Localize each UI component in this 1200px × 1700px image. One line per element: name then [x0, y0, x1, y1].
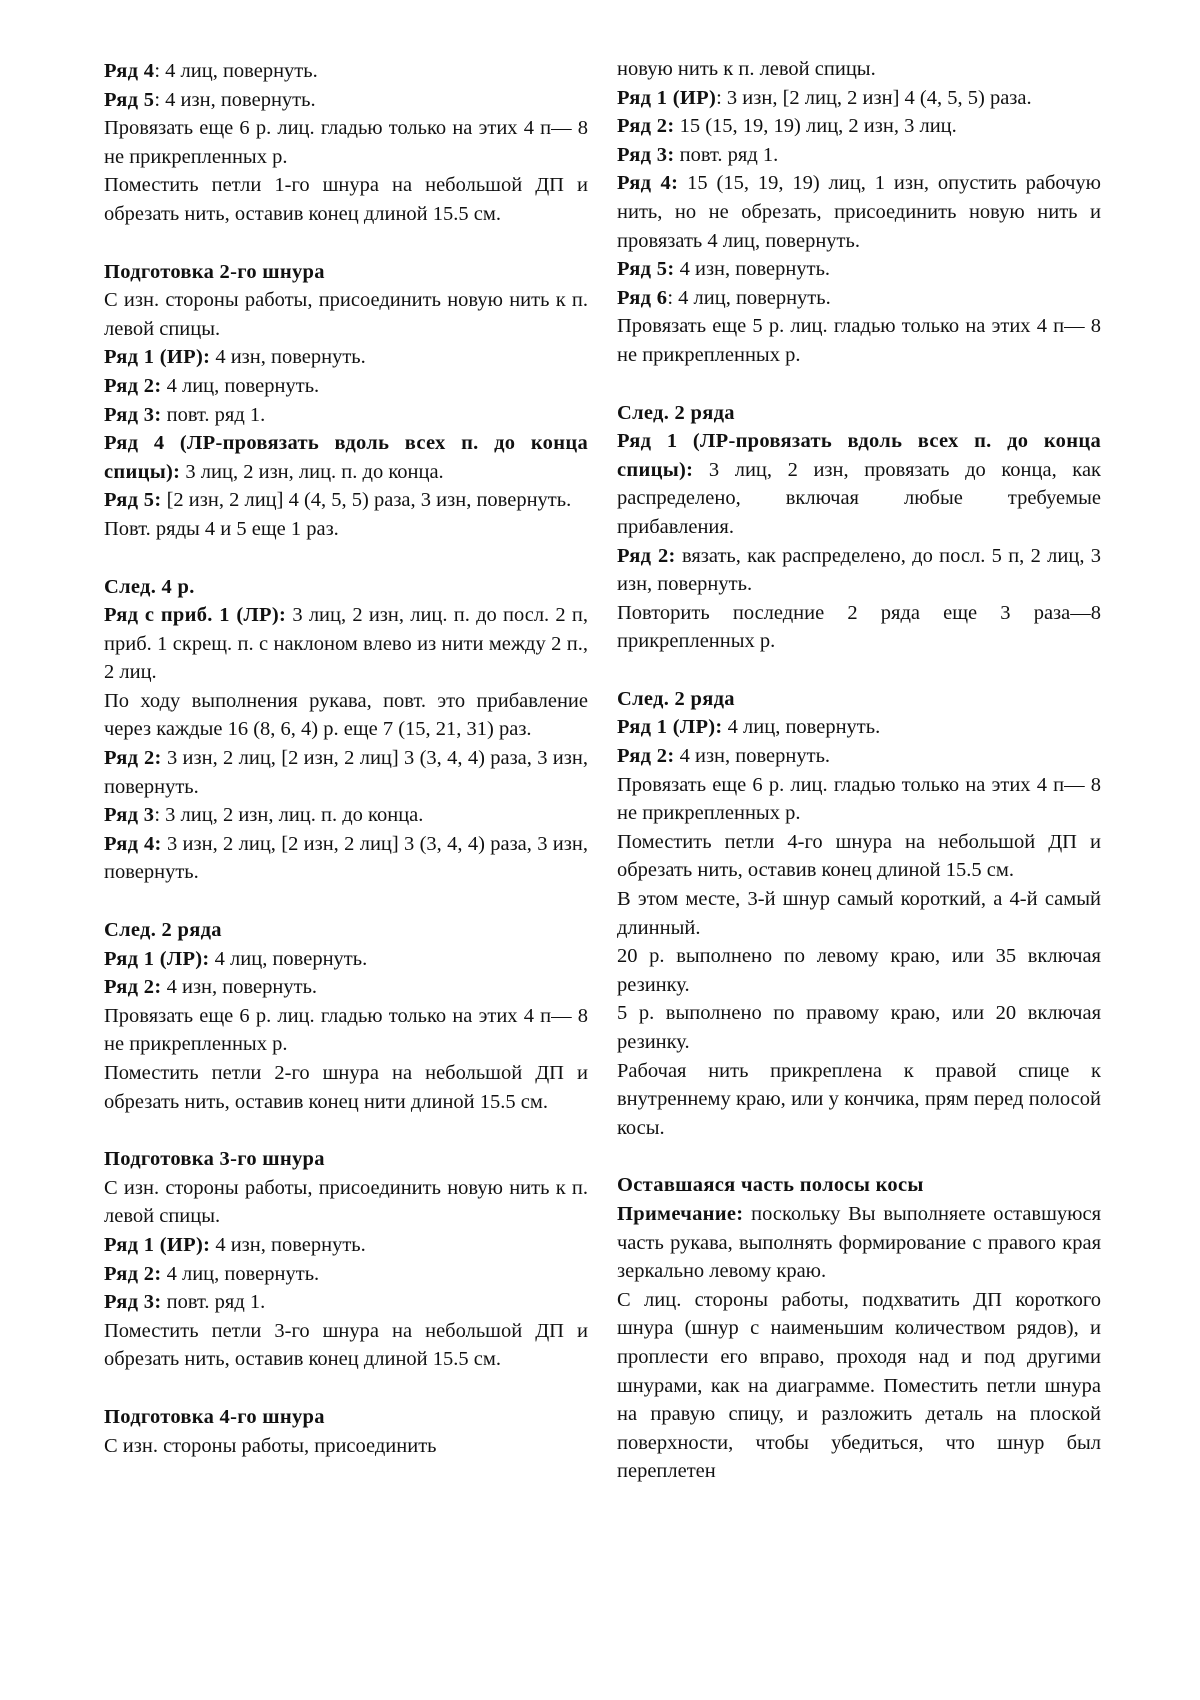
paragraph-spacer: [104, 1116, 588, 1145]
row-label: Ряд 1 (ЛР):: [617, 716, 723, 739]
row-text: Поместить петли 2-го шнура на небольшой ДП и обрезать нить, оставив конец нити длиной 15.5 см.: [104, 1062, 588, 1113]
row-label: Ряд 2:: [104, 976, 162, 999]
instruction-row: [104, 57, 588, 86]
row-text: [2 изн, 2 лиц] 4 (4, 5, 5) раза, 3 изн, повернуть.: [161, 489, 572, 512]
row-label: Ряд 1 (ЛР):: [104, 947, 210, 970]
section-heading: Оставшаяся часть полосы косы: [617, 1174, 924, 1197]
row-label: Ряд 4:: [104, 832, 162, 855]
section-heading: Подготовка 4-го шнура: [104, 1405, 325, 1428]
row-label: Ряд 1 (ИР):: [104, 1233, 211, 1256]
row-label: Ряд 2:: [104, 374, 162, 397]
paragraph: [104, 114, 588, 171]
instruction-row: [617, 713, 1101, 742]
row-label: Ряд 5: [104, 88, 155, 111]
instruction-row: [617, 255, 1101, 284]
row-text: повт. ряд 1.: [161, 1291, 266, 1314]
row-text: 4 лиц, повернуть.: [722, 716, 881, 739]
section-heading: Подготовка 2-го шнура: [104, 260, 325, 283]
row-text: повт. ряд 1.: [674, 143, 779, 166]
paragraph: [617, 999, 1101, 1056]
instruction-row: [104, 601, 588, 687]
instruction-row: [104, 372, 588, 401]
paragraph: [104, 286, 588, 343]
row-label: Ряд 1 (ИР):: [104, 346, 211, 369]
row-text: 4 лиц, повернуть.: [161, 1262, 320, 1285]
instruction-row: [617, 169, 1101, 255]
paragraph: [617, 55, 1101, 84]
instruction-row: [104, 1231, 588, 1260]
paragraph: [617, 312, 1101, 369]
paragraph-spacer: [617, 1142, 1101, 1171]
instruction-row: [617, 112, 1101, 141]
row-text: : 3 изн, [2 лиц, 2 изн] 4 (4, 5, 5) раза.: [716, 86, 1032, 109]
paragraph-spacer: [617, 370, 1101, 399]
right-column: [617, 55, 1101, 1486]
instruction-row: [104, 429, 588, 486]
row-label: Ряд 1 (ЛР-провязать вдоль всех п. до конца спицы):: [617, 430, 1101, 481]
row-text: 3 лиц, 2 изн, лиц. п. до посл. 2 п, приб. 1 скрещ. п. с наклоном влево из нити между 2 п., 2 лиц.: [104, 604, 588, 684]
instruction-row: [617, 1200, 1101, 1286]
row-text: новую нить к п. левой спицы.: [617, 58, 876, 80]
row-text: В этом месте, 3-й шнур самый короткий, а 4-й самый длинный.: [617, 888, 1101, 939]
paragraph: [104, 1317, 588, 1374]
paragraph: [617, 599, 1101, 656]
row-text: По ходу выполнения рукава, повт. это прибавление через каждые 16 (8, 6, 4) р. еще 7 (15, 21, 31) раз.: [104, 689, 588, 741]
row-label: Ряд 2:: [104, 1262, 162, 1285]
instruction-row: [104, 343, 588, 372]
instruction-row: [617, 84, 1101, 113]
paragraph: [104, 171, 588, 228]
row-label: Ряд 6: [617, 286, 668, 309]
instruction-row: [104, 86, 588, 115]
instruction-row: [104, 801, 588, 830]
instruction-row: [617, 284, 1101, 313]
paragraph: [104, 1174, 588, 1231]
row-label: Ряд 2:: [617, 544, 676, 567]
paragraph: [104, 1432, 588, 1461]
row-text: Провязать еще 6 р. лиц. гладью только на этих 4 п— 8 не прикрепленных р.: [104, 1004, 588, 1056]
row-text: Провязать еще 5 р. лиц. гладью только на этих 4 п— 8 не прикрепленных р.: [617, 315, 1101, 366]
row-text: Провязать еще 6 р. лиц. гладью только на этих 4 п— 8 не прикрепленных р.: [104, 117, 588, 168]
row-text: 4 изн, повернуть.: [674, 745, 831, 768]
row-text: 4 изн, повернуть.: [674, 258, 831, 281]
row-text: Поместить петли 3-го шнура на небольшой ДП и обрезать нить, оставив конец длиной 15.5 см.: [104, 1319, 588, 1371]
row-text: Рабочая нить прикреплена к правой спице к внутреннему краю, или у кончика, прям перед полосой косы.: [617, 1059, 1101, 1139]
left-column: [104, 57, 588, 1460]
row-text: С изн. стороны работы, присоединить новую нить к п. левой спицы.: [104, 289, 588, 340]
instruction-row: [104, 744, 588, 801]
row-text: повт. ряд 1.: [161, 403, 266, 426]
row-text: С лиц. стороны работы, подхватить ДП короткого шнура (шнур с наименьшим количеством рядов), и проплести его вправо, проходя над и под другими шнурами, как на диаграмме. Поместить петли шнура на правую спицу, и разложить деталь на плоской поверхности, чтобы убедиться, что шнур был переплетен: [617, 1288, 1101, 1483]
row-text: 3 лиц, 2 изн, провязать до конца, как распределено, включая любые требуемые прибавления.: [617, 458, 1101, 538]
instruction-row: [104, 1288, 588, 1317]
row-text: 15 (15, 19, 19) лиц, 1 изн, опустить рабочую нить, но не обрезать, присоединить новую нить и провязать 4 лиц, повернуть.: [617, 172, 1101, 252]
row-label: Ряд 2:: [617, 115, 675, 138]
row-text: 4 изн, повернуть.: [210, 346, 366, 369]
section-heading: Подготовка 3-го шнура: [104, 1148, 325, 1171]
row-text: Поместить петли 4-го шнура на небольшой ДП и обрезать нить, оставив конец длиной 15.5 см.: [617, 830, 1101, 882]
row-label: Ряд 3: [104, 804, 155, 827]
row-label: Ряд 5:: [617, 258, 675, 281]
row-text: Провязать еще 6 р. лиц. гладью только на этих 4 п— 8 не прикрепленных р.: [617, 773, 1101, 825]
section-heading: След. 2 ряда: [617, 687, 735, 710]
row-text: : 4 лиц, повернуть.: [667, 286, 831, 309]
row-label: Ряд 4:: [617, 172, 679, 195]
instruction-row: [104, 1260, 588, 1289]
paragraph: [617, 1286, 1101, 1486]
paragraph-spacer: [617, 656, 1101, 685]
instruction-row: [617, 141, 1101, 170]
row-label: Ряд 3:: [104, 403, 162, 426]
row-text: 4 изн, повернуть.: [161, 976, 318, 999]
row-label: Ряд 4: [104, 60, 155, 82]
row-label: Ряд 2:: [104, 747, 162, 770]
row-text: 20 р. выполнено по левому краю, или 35 включая резинку.: [617, 945, 1101, 996]
row-text: Повторить последние 2 ряда еще 3 раза—8 прикрепленных р.: [617, 601, 1101, 653]
row-label: Ряд 3:: [104, 1291, 162, 1314]
paragraph: [104, 1059, 588, 1116]
row-text: : 4 лиц, повернуть.: [154, 60, 318, 82]
row-text: 4 изн, повернуть.: [210, 1233, 366, 1256]
instruction-row: [104, 830, 588, 887]
row-text: : 3 лиц, 2 изн, лиц. п. до конца.: [154, 804, 424, 827]
row-text: С изн. стороны работы, присоединить: [104, 1434, 437, 1457]
paragraph-spacer: [104, 544, 588, 573]
paragraph: [104, 1002, 588, 1059]
paragraph: [617, 771, 1101, 828]
row-text: Поместить петли 1-го шнура на небольшой ДП и обрезать нить, оставив конец длиной 15.5 см.: [104, 174, 588, 225]
row-text: поскольку Вы выполняете оставшуюся часть рукава, выполнять формирование с правого края зеркально левому краю.: [617, 1202, 1101, 1283]
instruction-row: [617, 427, 1101, 541]
row-label: Примечание:: [617, 1202, 744, 1225]
row-label: Ряд 2:: [617, 745, 675, 768]
paragraph: [104, 515, 588, 544]
paragraph: [617, 885, 1101, 942]
instruction-row: [104, 973, 588, 1002]
paragraph: [617, 1057, 1101, 1143]
paragraph: [104, 687, 588, 744]
row-text: 15 (15, 19, 19) лиц, 2 изн, 3 лиц.: [674, 115, 957, 138]
row-text: вязать, как распределено, до посл. 5 п, 2 лиц, 3 изн, повернуть.: [617, 544, 1101, 596]
section-heading: След. 2 ряда: [617, 401, 735, 424]
row-text: 3 изн, 2 лиц, [2 изн, 2 лиц] 3 (3, 4, 4) раза, 3 изн, повернуть.: [104, 832, 588, 884]
paragraph-spacer: [104, 887, 588, 916]
instruction-row: [104, 401, 588, 430]
row-text: : 4 изн, повернуть.: [154, 88, 316, 111]
section-heading: След. 2 ряда: [104, 919, 222, 942]
row-label: Ряд 1 (ИР): [617, 86, 717, 109]
row-text: С изн. стороны работы, присоединить новую нить к п. левой спицы.: [104, 1176, 588, 1228]
row-text: 5 р. выполнено по правому краю, или 20 включая резинку.: [617, 1002, 1101, 1053]
row-text: Повт. ряды 4 и 5 еще 1 раз.: [104, 517, 339, 540]
instruction-row: [617, 542, 1101, 599]
row-label: Ряд 4 (ЛР-провязать вдоль всех п. до конца спицы):: [104, 432, 588, 483]
instruction-row: [104, 486, 588, 515]
row-label: Ряд 5:: [104, 489, 162, 512]
paragraph: [617, 828, 1101, 885]
instruction-row: [104, 945, 588, 974]
row-text: 4 лиц, повернуть.: [161, 374, 320, 397]
paragraph-spacer: [104, 1374, 588, 1403]
paragraph-spacer: [104, 229, 588, 258]
row-text: 3 изн, 2 лиц, [2 изн, 2 лиц] 3 (3, 4, 4) раза, 3 изн, повернуть.: [104, 747, 588, 798]
paragraph: [617, 942, 1101, 999]
instruction-row: [617, 742, 1101, 771]
section-heading: След. 4 р.: [104, 575, 195, 598]
row-label: Ряд с приб. 1 (ЛР):: [104, 604, 287, 627]
row-text: 4 лиц, повернуть.: [209, 947, 368, 970]
row-text: 3 лиц, 2 изн, лиц. п. до конца.: [180, 460, 444, 483]
row-label: Ряд 3:: [617, 143, 675, 166]
